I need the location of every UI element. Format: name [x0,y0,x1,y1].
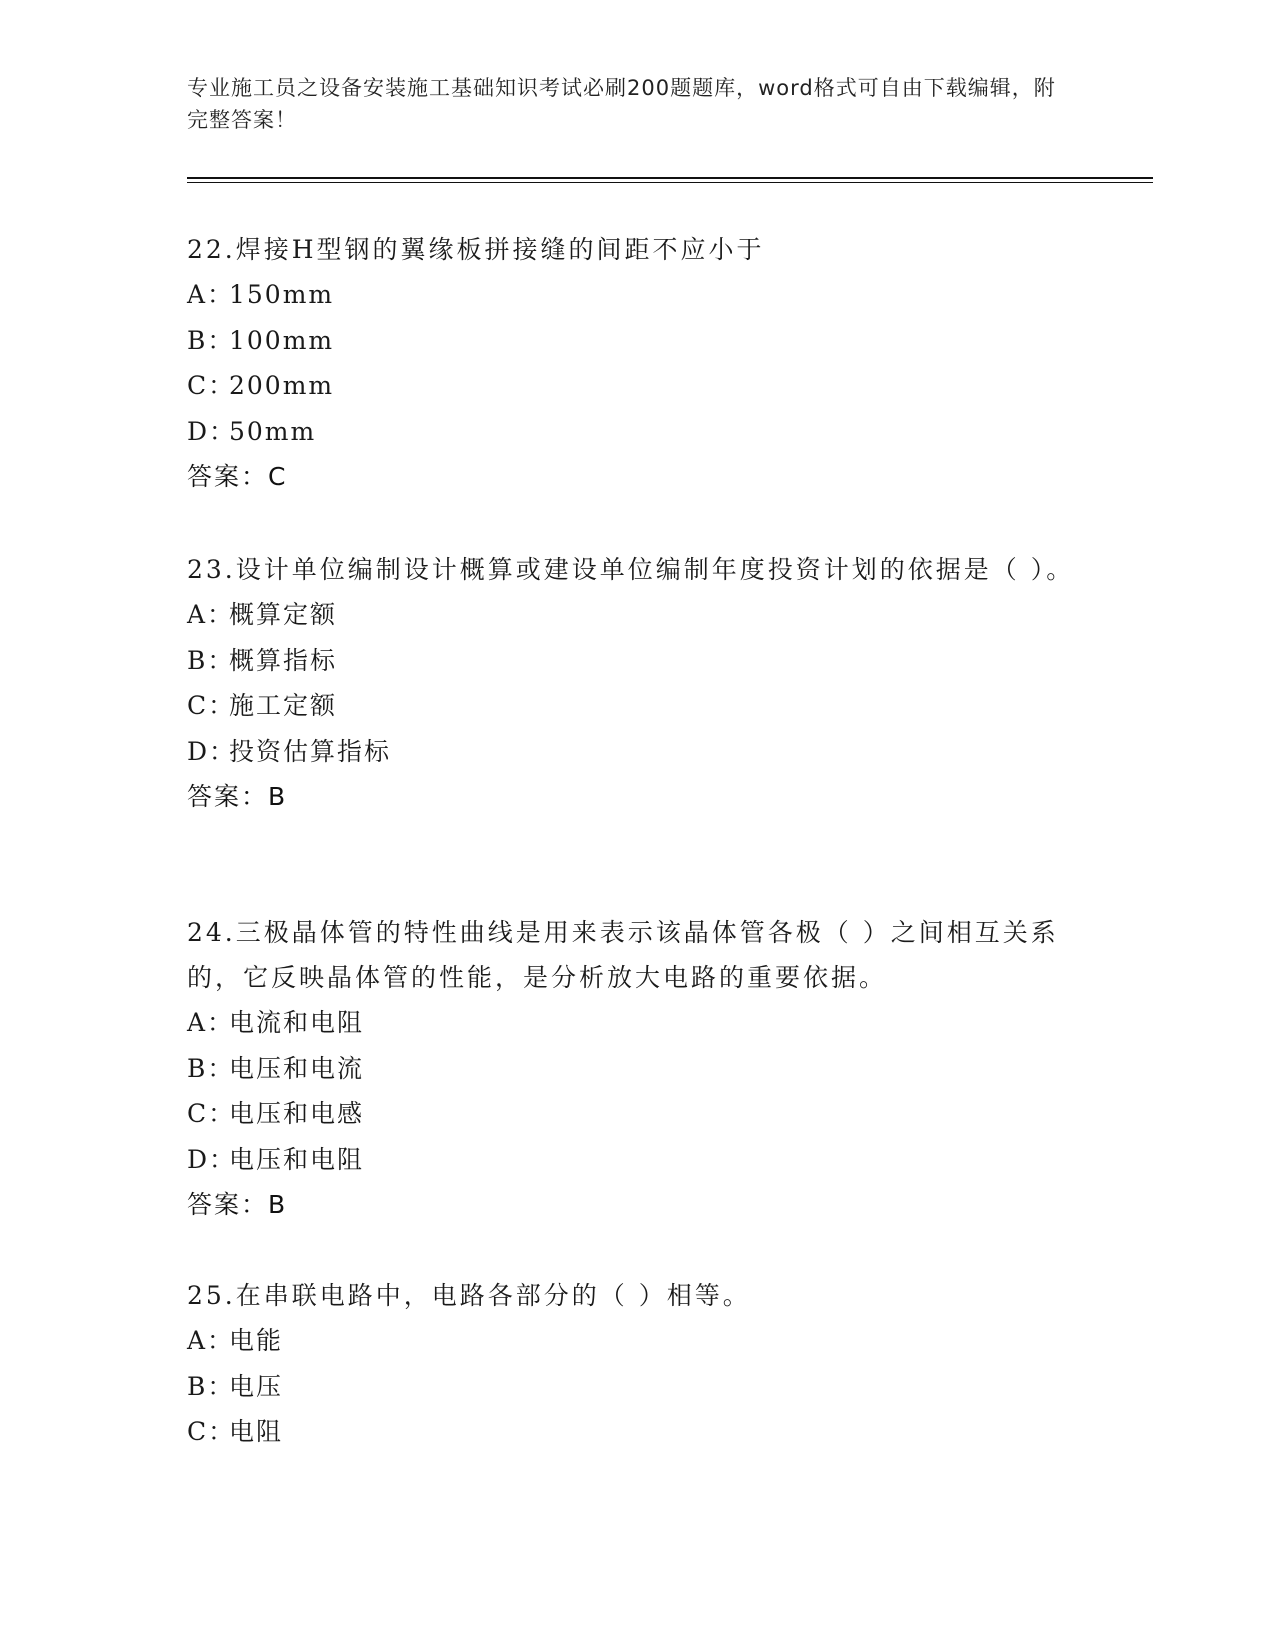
option-text: 100mm [229,325,335,355]
header-rule-thick [187,177,1153,179]
option-a [187,592,1087,638]
answer-line: 答案：B [187,782,288,811]
option-letter: B： [187,325,235,355]
option-text: 电阻 [229,1417,284,1446]
option-text: 施工定额 [229,691,338,720]
option-text: 电压 [229,1371,284,1401]
answer-line: 答案：B [187,1190,288,1219]
question-text: 23.设计单位编制设计概算或建设单位编制年度投资计划的依据是（ ）。 [187,555,1075,584]
option-c [187,1409,1087,1455]
question-23 [187,547,1087,819]
answer-line: 答案：C [187,462,288,491]
option-c [187,1091,1087,1137]
option-letter: D： [187,416,237,446]
option-letter: A： [187,1008,235,1037]
option-text: 电压和电流 [229,1053,365,1083]
option-letter: C： [187,1417,236,1446]
option-a [187,1318,1087,1364]
question-24 [187,910,1087,1227]
option-c [187,363,1087,409]
document-header: 专业施工员之设备安装施工基础知识考试必刷200题题库，word格式可自由下载编辑，附完整答案！ [187,76,1056,132]
option-text: 150mm [229,280,335,309]
option-letter: A： [187,1326,235,1355]
option-text: 投资估算指标 [229,736,392,766]
option-text: 200mm [229,371,335,400]
option-letter: C： [187,1099,236,1128]
option-text: 电能 [229,1326,284,1355]
option-d [187,409,1087,455]
option-text: 概算指标 [229,645,338,675]
question-text: 22.焊接H型钢的翼缘板拼接缝的间距不应小于 [187,235,765,264]
option-text: 50mm [229,416,317,446]
question-22 [187,227,1087,499]
option-letter: B： [187,1053,235,1083]
option-text: 电压和电阻 [229,1144,365,1174]
option-text: 电压和电感 [229,1099,365,1128]
option-letter: B： [187,645,235,675]
option-letter: D： [187,736,237,766]
option-text: 电流和电阻 [229,1008,365,1037]
option-letter: D： [187,1144,237,1174]
option-a [187,272,1087,318]
question-25 [187,1273,1087,1455]
option-b [187,638,1087,684]
option-letter: C： [187,371,236,400]
question-text: 24.三极晶体管的特性曲线是用来表示该晶体管各极（ ）之间相互关系的，它反映晶体管的性能，是分析放大电路的重要依据。 [187,918,1059,992]
option-d [187,1137,1087,1183]
option-text: 概算定额 [229,600,338,629]
option-letter: A： [187,280,235,309]
option-c [187,683,1087,729]
option-a [187,1000,1087,1046]
option-d [187,729,1087,775]
option-b [187,1046,1087,1092]
question-text: 25.在串联电路中，电路各部分的（ ）相等。 [187,1281,751,1310]
option-b [187,318,1087,364]
option-b [187,1364,1087,1410]
option-letter: B： [187,1371,235,1401]
header-rule-thin [187,182,1153,183]
option-letter: A： [187,600,235,629]
option-letter: C： [187,691,236,720]
